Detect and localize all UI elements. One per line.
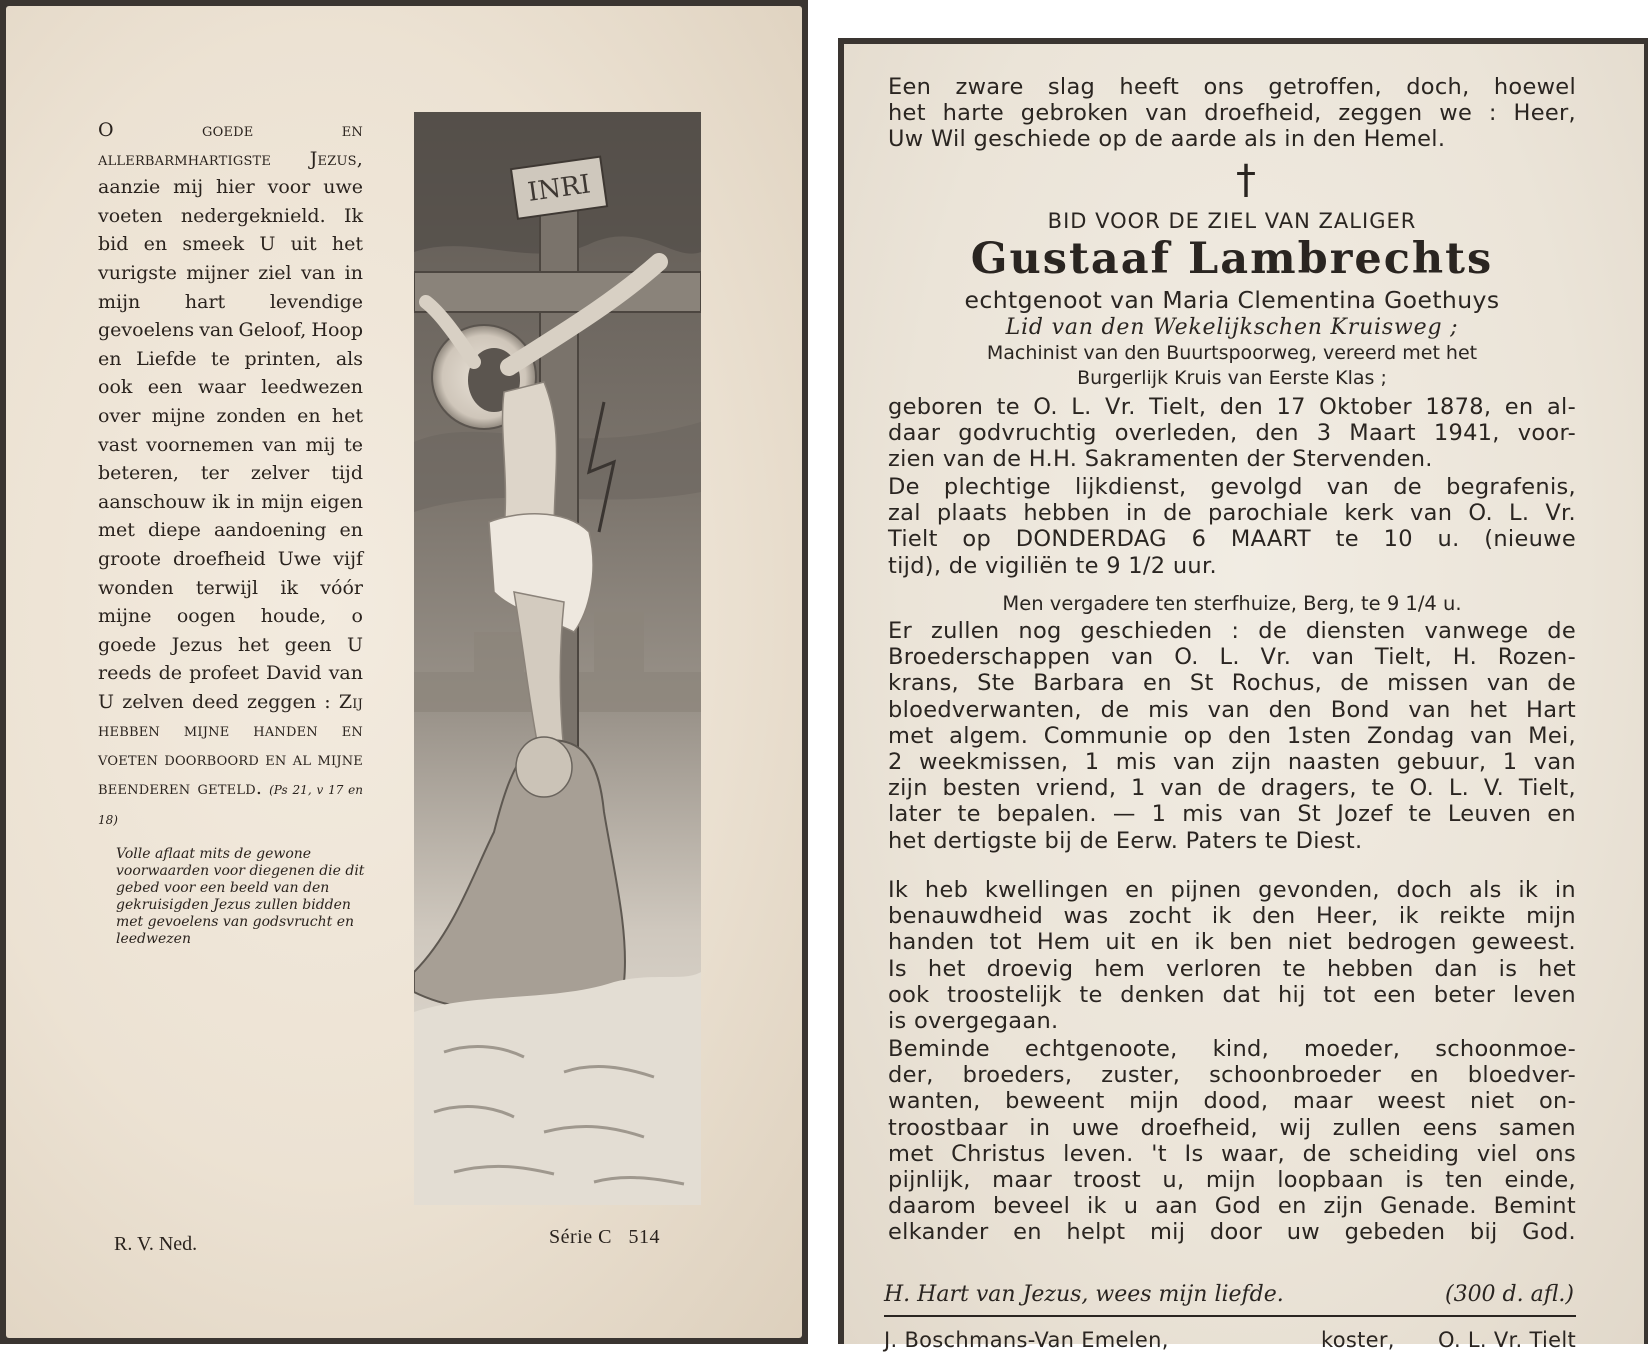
- text-line: later te bepalen. — 1 mis van St Jozef te Leuven en: [888, 801, 1576, 828]
- psalm-reference: (Ps 21, v 17 en 18): [98, 782, 363, 828]
- prayer-quote: Zij hebben mijne handen en voeten doorboord en al mijne beenderen geteld.: [98, 690, 363, 799]
- prayer-card-front: [0, 0, 808, 1344]
- membership-line: Lid van den Wekelijkschen Kruisweg ;: [1005, 315, 1459, 340]
- publisher-label: R. V. Ned.: [114, 1233, 198, 1255]
- memorial-paper: [844, 44, 1644, 1352]
- text-line: 2 weekmissen, 1 mis van zijn naasten gebuur, 1 van: [888, 749, 1576, 776]
- intro-line: het harte gebroken van droefheid, zeggen we : Heer,: [888, 100, 1576, 127]
- printer-name: J. Boschmans-Van Emelen,: [884, 1328, 1169, 1352]
- indulgence-days: (300 d. afl.): [1444, 1282, 1574, 1307]
- indulgence-note: Volle aflaat mits de gewone voorwaarden voor diegenen die dit gebed voor een beeld van den gekruisigden Jezus zullen bidden met gevoelens van godsvrucht en leedwezen: [116, 846, 365, 947]
- text-line: daarom beveel ik u aan God en zijn Genade. Bemint: [888, 1193, 1576, 1220]
- text-line: ook troostelijk te denken dat hij tot een beter leven: [888, 982, 1576, 1009]
- text-line: zijn besten vriend, 1 van de dragers, te O. L. V. Tielt,: [888, 775, 1576, 802]
- text-line: pijnlijk, maar troost u, mijn loopbaan is ten einde,: [888, 1167, 1576, 1194]
- intro-line: Uw Wil geschiede op de aarde als in den Hemel.: [888, 126, 1446, 153]
- text-line: met algem. Communie op den 1sten Zondag van Mei,: [888, 722, 1576, 749]
- text-line: der, broeders, zuster, schoonbroeder en bloedver-: [888, 1062, 1576, 1089]
- text-line: handen tot Hem uit en ik ben niet bedrogen geweest.: [888, 929, 1576, 956]
- occupation-lines: [888, 341, 1576, 391]
- crucifixion-illustration: [414, 112, 701, 1205]
- text-line: het dertigste bij de Eerw. Paters te Diest.: [888, 827, 1363, 854]
- text-line: Tielt op DONDERDAG 6 MAART te 10 u. (nieuwe: [888, 526, 1576, 553]
- text-line: benauwdheid was zocht ik den Heer, ik reikte mijn: [888, 903, 1576, 930]
- gathering-line: Men vergadere ten sterfhuize, Berg, te 9 1/4 u.: [1002, 592, 1462, 615]
- series-number: 514: [628, 1226, 660, 1248]
- invocation-line: [884, 1282, 1574, 1307]
- comfort-paragraph: [888, 956, 1576, 1035]
- memorial-card: [838, 38, 1648, 1352]
- deceased-name: Gustaaf Lambrechts: [970, 234, 1494, 284]
- birth-death-paragraph: [888, 394, 1576, 473]
- text-line: is overgegaan.: [888, 1008, 1059, 1035]
- invocation-text: H. Hart van Jezus, wees mijn liefde.: [884, 1282, 1284, 1307]
- prayer-text: [98, 116, 363, 835]
- occupation-line: Burgerlijk Kruis van Eerste Klas ;: [1077, 367, 1387, 389]
- prayer-body: aanzie mij hier voor uwe voeten nedergeknield. Ik bid en smeek U uit het vurigste mijner ziel van in mijn hart levendige gevoelens van Geloof, Hoop en Liefde te printen, als ook een waar leedwezen over mijne zonden en het vast voornemen van mij te beteren, ter zelver tijd aanschouw ik in mijn eigen met diepe aandoening en groote droefheid Uwe vijf wonden terwijl ik vóór mijne oogen houde, o goede Jezus het geen U reeds de profeet David van U zelven deed zeggen :: [98, 176, 363, 713]
- intro-line: Een zware slag heeft ons getroffen, doch, hoewel: [888, 74, 1576, 100]
- text-line: Is het droevig hem verloren te hebben dan is het: [888, 956, 1576, 982]
- occupation-line: Machinist van den Buurtspoorweg, vereerd met het: [986, 342, 1478, 364]
- text-line: Er zullen nog geschieden : de diensten vanwege de: [888, 618, 1576, 644]
- printer-role: koster,: [1321, 1328, 1395, 1352]
- card-paper: [6, 6, 802, 1338]
- intro-paragraph: [888, 74, 1576, 153]
- text-line: zal plaats hebben in de parochiale kerk van O. L. Vr.: [888, 500, 1576, 527]
- printer-line: [884, 1328, 1576, 1352]
- farewell-paragraph: [888, 1036, 1576, 1246]
- text-line: met Christus leven. 't Is waar, de scheiding viel ons: [888, 1140, 1576, 1167]
- series-label: [549, 1226, 660, 1249]
- text-line: troostbaar in uwe droefheid, wij zullen eens samen: [888, 1114, 1576, 1141]
- cross-icon: †: [1236, 157, 1256, 203]
- services-paragraph: [888, 618, 1576, 854]
- psalm-paragraph: [888, 877, 1576, 956]
- funeral-paragraph: [888, 474, 1576, 579]
- text-line: bloedverwanten, de mis van den Bond van het Hart: [888, 696, 1576, 723]
- bid-line: BID VOOR DE ZIEL VAN ZALIGER: [1047, 209, 1417, 233]
- crucifixion-image: [414, 112, 701, 1205]
- text-line: zien van de H.H. Sakramenten der Stervenden.: [888, 446, 1433, 473]
- text-line: Broederschappen van O. L. Vr. van Tielt, H. Rozen-: [888, 644, 1576, 671]
- text-line: Beminde echtgenoote, kind, moeder, schoonmoe-: [888, 1036, 1576, 1062]
- text-line: tijd), de vigiliën te 9 1/2 uur.: [888, 552, 1217, 579]
- text-line: elkander en helpt mij door uw gebeden bij God.: [888, 1219, 1576, 1246]
- spouse-line: echtgenoot van Maria Clementina Goethuys: [964, 286, 1500, 314]
- text-line: De plechtige lijkdienst, gevolgd van de begrafenis,: [888, 474, 1576, 500]
- series-name: Série C: [549, 1226, 612, 1248]
- text-line: daar godvruchtig overleden, den 3 Maart 1941, voor-: [888, 420, 1576, 447]
- text-line: krans, Ste Barbara en St Rochus, de missen van de: [888, 670, 1576, 697]
- text-line: geboren te O. L. Vr. Tielt, den 17 Oktober 1878, en al-: [888, 394, 1576, 420]
- divider: [884, 1315, 1576, 1317]
- inri-plaque-text: INRI: [525, 169, 593, 208]
- prayer-opening: O goede en allerbarmhartigste Jezus,: [98, 119, 363, 170]
- text-line: Ik heb kwellingen en pijnen gevonden, doch als ik in: [888, 877, 1576, 903]
- text-line: wanten, beweent mijn dood, maar weest niet on-: [888, 1088, 1576, 1115]
- printer-place: O. L. Vr. Tielt: [1437, 1328, 1576, 1352]
